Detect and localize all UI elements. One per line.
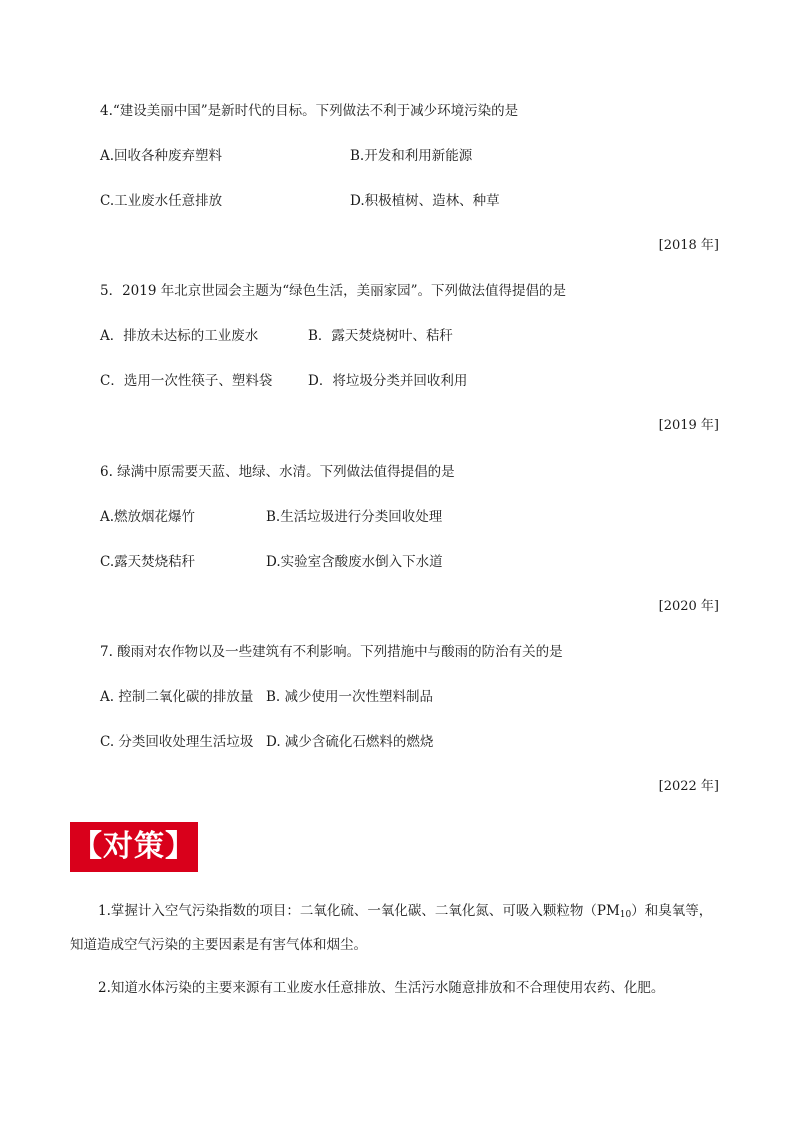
question-7-option-d: D. 减少含硫化石燃料的燃烧	[266, 734, 434, 750]
question-7-stem: 7. 酸雨对农作物以及一些建筑有不利影响。下列措施中与酸雨的防治有关的是	[100, 644, 563, 660]
question-4-option-b: B.开发和利用新能源	[350, 148, 473, 164]
strategy-banner: 【对策】	[70, 822, 198, 872]
question-6-year: [2020 年]	[658, 599, 719, 614]
strategy-paragraph-1	[70, 896, 724, 960]
pm-subscript: 10	[619, 910, 632, 920]
question-5-option-c: C．选用一次性筷子、塑料袋	[100, 373, 273, 389]
question-5-year: [2019 年]	[658, 418, 719, 433]
question-6-stem: 6. 绿满中原需要天蓝、地绿、水清。下列做法值得提倡的是	[100, 464, 455, 480]
question-5-option-a: A．排放未达标的工业废水	[100, 328, 259, 344]
question-6-option-c: C.露天焚烧秸秆	[100, 554, 196, 570]
strategy-paragraph-2: 2.知道水体污染的主要来源有工业废水任意排放、生活污水随意排放和不合理使用农药、化肥。	[98, 980, 665, 996]
question-4-option-a: A.回收各种废弃塑料	[100, 148, 223, 164]
strategy-paragraph-1-start: 1.掌握计入空气污染指数的项目：二氧化硫、一氧化碳、二氧化氮、可吸入颗粒物（PM	[98, 903, 620, 919]
question-5-stem: 5．2019 年北京世园会主题为“绿色生活，美丽家园”。下列做法值得提倡的是	[100, 283, 567, 299]
question-6-option-b: B.生活垃圾进行分类回收处理	[266, 509, 443, 525]
question-7-year: [2022 年]	[658, 779, 719, 794]
question-7-option-a: A. 控制二氧化碳的排放量	[100, 689, 254, 705]
question-4-option-d: D.积极植树、造林、种草	[350, 193, 500, 209]
question-6-option-a: A.燃放烟花爆竹	[100, 509, 196, 525]
question-7-option-c: C. 分类回收处理生活垃圾	[100, 734, 254, 750]
question-4-stem: 4.“建设美丽中国”是新时代的目标。下列做法不利于减少环境污染的是	[100, 103, 519, 119]
strategy-paragraph-1-end: ）和臭氧等，知道造成空气污染的主要因素是有害气体和烟尘。	[70, 903, 713, 953]
question-4-option-c: C.工业废水任意排放	[100, 193, 223, 209]
question-4-year: [2018 年]	[658, 238, 719, 253]
question-7-option-b: B. 减少使用一次性塑料制品	[266, 689, 434, 705]
question-5-option-d: D．将垃圾分类并回收利用	[308, 373, 468, 389]
question-6-option-d: D.实验室含酸废水倒入下水道	[266, 554, 443, 570]
question-5-option-b: B．露天焚烧树叶、秸秆	[308, 328, 453, 344]
